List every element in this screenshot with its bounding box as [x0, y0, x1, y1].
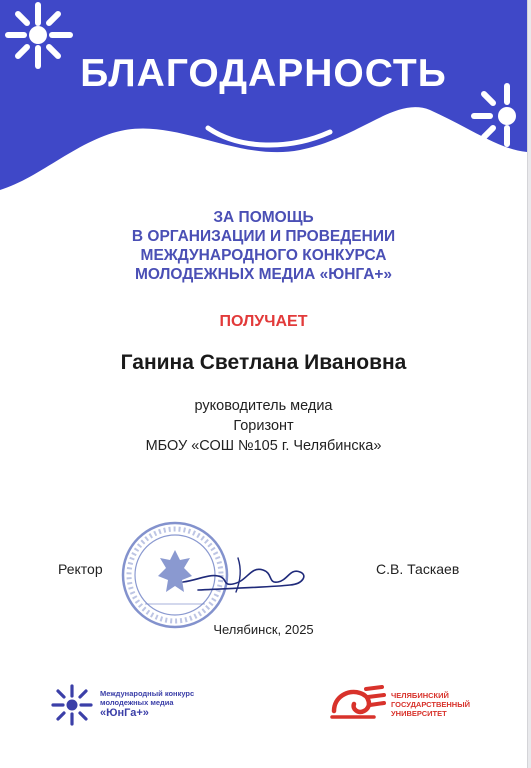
award-reason-line: В ОРГАНИЗАЦИИ И ПРОВЕДЕНИИ [131, 228, 396, 245]
university-logo-line: УНИВЕРСИТЕТ [391, 709, 447, 718]
certificate-title: БЛАГОДАРНОСТЬ [80, 52, 447, 95]
contest-logo-line: Международный конкурс [100, 689, 195, 698]
contest-logo-text [100, 689, 194, 720]
contest-logo-line: молодежных медиа [100, 698, 174, 707]
university-logo-text [391, 691, 470, 718]
university-logo-line: ЧЕЛЯБИНСКИЙ [391, 691, 449, 700]
university-logo-icon [330, 683, 386, 723]
contest-logo-icon [50, 683, 94, 727]
signatory-role: Ректор [58, 561, 103, 577]
university-logo-line: ГОСУДАРСТВЕННЫЙ [391, 700, 470, 709]
award-reason-line: ЗА ПОМОЩЬ [213, 209, 314, 226]
place-and-date: Челябинск, 2025 [213, 622, 314, 637]
receives-label: ПОЛУЧАЕТ [219, 313, 308, 330]
award-reason [0, 208, 527, 284]
award-reason-line: МЕЖДУНАРОДНОГО КОНКУРСА [140, 247, 387, 264]
recipient-position [0, 396, 527, 456]
handwritten-signature [178, 552, 313, 597]
position-line: МБОУ «СОШ №105 г. Челябинска» [145, 438, 382, 454]
signatory-name: С.В. Таскаев [376, 561, 460, 577]
position-line: руководитель медиа [194, 398, 333, 414]
award-reason-line: МОЛОДЕЖНЫХ МЕДИА «ЮНГА+» [134, 266, 393, 283]
contest-logo-name: «ЮнГа+» [100, 707, 149, 719]
recipient-name: Ганина Светлана Ивановна [120, 351, 407, 374]
position-line: Горизонт [233, 418, 294, 434]
